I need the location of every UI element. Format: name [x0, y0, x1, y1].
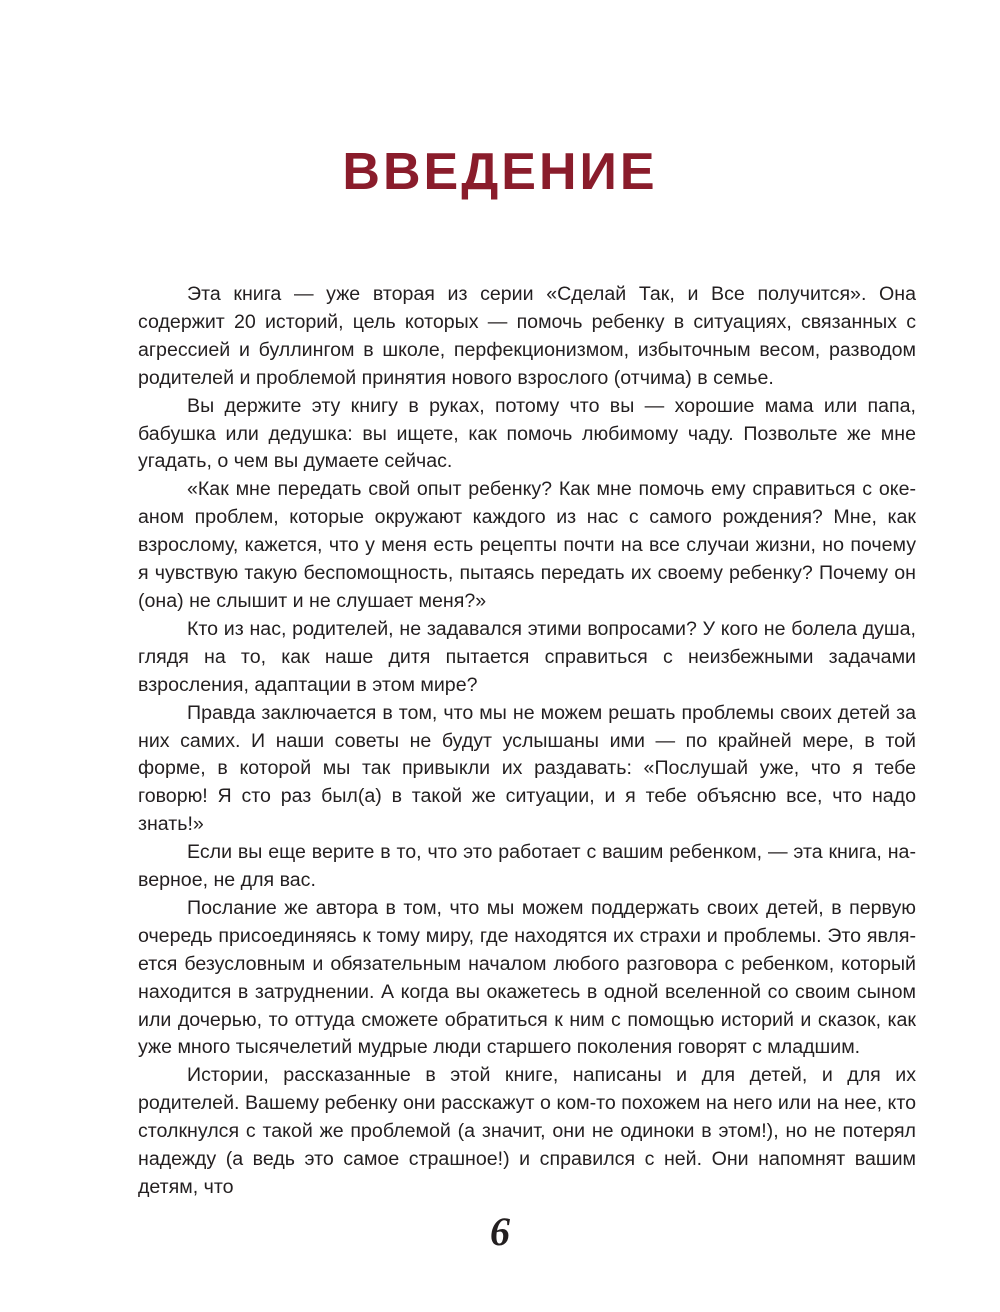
paragraph: Если вы еще верите в то, что это работает с вашим ребенком, — эта книга, наверное, не для вас.	[138, 841, 916, 892]
paragraph: Кто из нас, родителей, не задавался этими вопросами? У кого не болела душа, глядя на то, как наше дитя пытается справиться с неизбежными задачами взросления, адаптации в этом мире?	[138, 617, 916, 696]
paragraph: Послание же автора в том, что мы можем поддержать своих детей, в первую очередь присоединяясь к тому миру, где находятся их страхи и проблемы. Это является безусловным и обязательным началом любого разговора с ребенком, который находится в затруднении. А когда вы окажетесь в одной вселенной со своим сыном или дочерью, то оттуда сможете обратиться к ним с помощью историй и сказок, как уже много тысячелетий мудрые люди старшего поколения говорят с младшим.	[138, 896, 916, 1059]
page-number: 6	[490, 1209, 510, 1254]
paragraph: Правда заключается в том, что мы не можем решать проблемы своих детей за них самих. И наши советы не будут услышаны ими — по крайней мере, в той форме, в которой мы так привыкли их раздавать: «Послушай уже, что я тебе говорю! Я сто раз был(а) в такой же ситуации, и я тебе объясню все, что надо знать!»	[138, 701, 916, 836]
paragraph: Истории, рассказанные в этой книге, написаны и для детей, и для их родителей. Вашему ребенку они расскажут о ком-то похожем на него или на нее, кто столкнулся с такой же проблемой (а значит, они не одиноки в этом!), но не потерял надежду (а ведь это самое страшное!) и справился с ней. Они напомнят вашим детям, что	[138, 1064, 916, 1198]
page-title: ВВЕДЕНИЕ	[342, 143, 658, 201]
paragraph: Эта книга — уже вторая из серии «Сделай Так, и Все получится». Она содержит 20 историй, цель которых — помочь ребенку в ситуациях, связанных с агрессией и буллингом в школе, перфекционизмом, избыточным весом, разводом родителей и проблемой принятия нового взрослого (отчима) в семье.	[138, 283, 916, 389]
paragraph: Вы держите эту книгу в руках, потому что вы — хорошие мама или папа, бабушка или дедушка: вы ищете, как помочь любимому чаду. Позвольте же мне угадать, о чем вы думаете сейчас.	[138, 394, 916, 473]
body-text	[138, 281, 916, 1202]
paragraph: «Как мне передать свой опыт ребенку? Как мне помочь ему справиться с океаном проблем, которые окружают каждого из нас с самого рождения? Мне, как взрослому, кажется, что у меня есть рецепты почти на все случаи жизни, но почему я чувствую такую беспомощность, пытаясь передать их своему ребенку? Почему он (она) не слышит и не слушает меня?»	[138, 478, 916, 612]
